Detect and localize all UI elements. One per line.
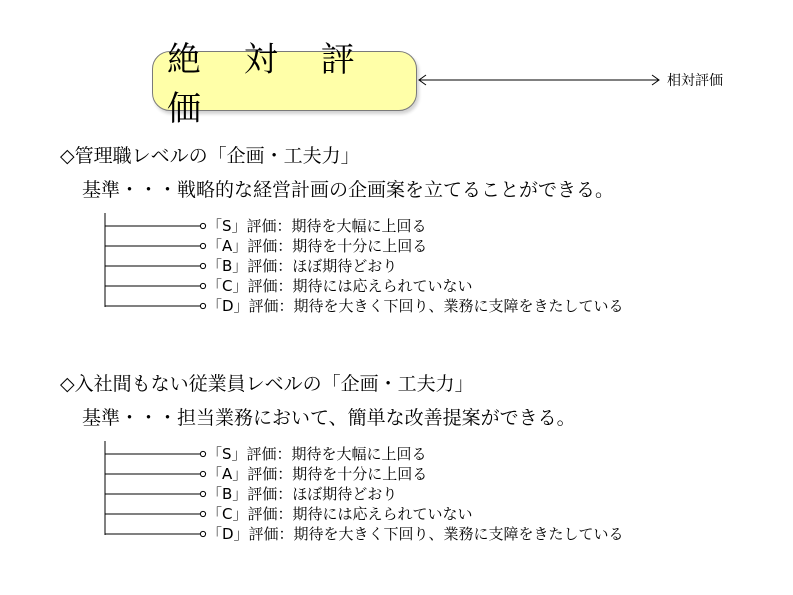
- relative-evaluation-label: 相対評価: [667, 73, 723, 89]
- grade-s-manager: 「S」評価：期待を大幅に上回る: [207, 217, 427, 235]
- grade-d-new-employee: 「D」評価：期待を大きく下回り、業務に支障をきたしている: [207, 525, 624, 543]
- section-criterion-manager: 基準・・・戦略的な経営計画の企画案を立てることができる。: [82, 179, 615, 201]
- section-heading-new-employee: ◇入社間もない従業員レベルの「企画・工夫力」: [60, 373, 474, 395]
- branch-a: [105, 471, 206, 476]
- branch-d: [105, 531, 206, 536]
- grade-c-manager: 「C」評価：期待には応えられていない: [207, 277, 473, 295]
- grade-tree-manager: [100, 212, 208, 312]
- double-arrow-icon: [416, 72, 662, 88]
- branch-a: [105, 243, 206, 248]
- branch-b: [105, 263, 206, 268]
- grade-s-new-employee: 「S」評価：期待を大幅に上回る: [207, 445, 427, 463]
- branch-c: [105, 283, 206, 288]
- grade-c-new-employee: 「C」評価：期待には応えられていない: [207, 505, 473, 523]
- branch-s: [105, 451, 206, 456]
- branch-c: [105, 511, 206, 516]
- grade-a-manager: 「A」評価：期待を十分に上回る: [207, 237, 428, 255]
- grade-tree-new-employee: [100, 440, 208, 540]
- section-criterion-new-employee: 基準・・・担当業務において、簡単な改善提案ができる。: [82, 407, 576, 429]
- grade-d-manager: 「D」評価：期待を大きく下回り、業務に支障をきたしている: [207, 297, 624, 315]
- branch-s: [105, 223, 206, 228]
- grade-b-manager: 「B」評価：ほぼ期待どおり: [207, 257, 398, 275]
- title-box: [152, 40, 417, 129]
- page-title: 絶 対 評 価: [167, 40, 371, 129]
- section-heading-manager: ◇管理職レベルの「企画・工夫力」: [60, 145, 360, 167]
- branch-b: [105, 491, 206, 496]
- grade-b-new-employee: 「B」評価：ほぼ期待どおり: [207, 485, 398, 503]
- grade-a-new-employee: 「A」評価：期待を十分に上回る: [207, 465, 428, 483]
- branch-d: [105, 303, 206, 308]
